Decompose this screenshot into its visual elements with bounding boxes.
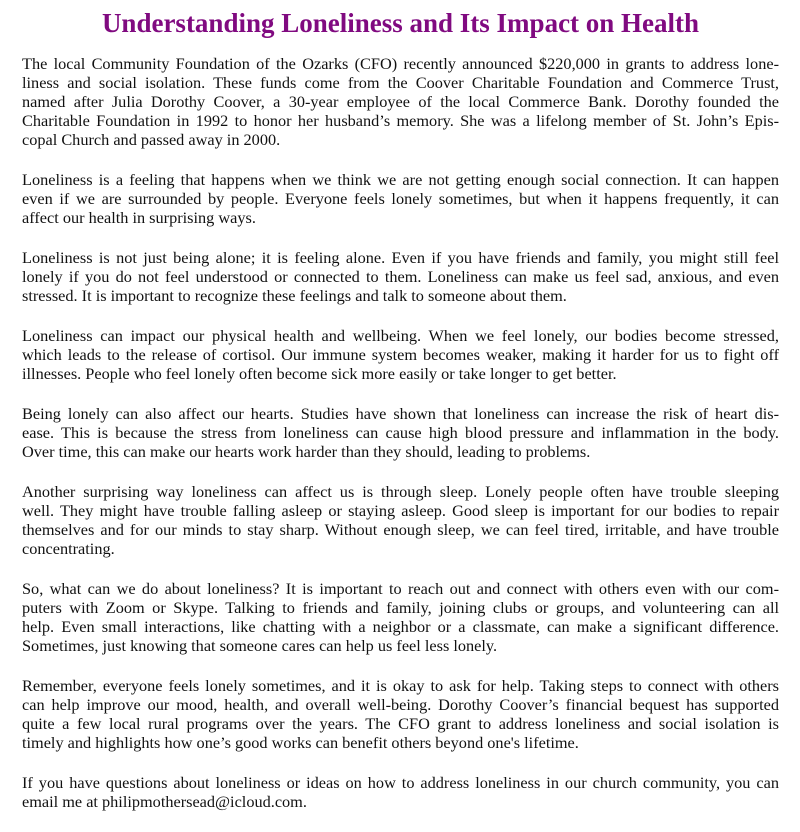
text-line: Over time, this can make our hearts work harder than they should, leading to problems. xyxy=(22,442,591,461)
text-line: named after Julia Dorothy Coover, a 30-year employee of the local Commerce Bank. Dorothy founded the xyxy=(22,92,779,111)
text-line-email xyxy=(22,792,779,811)
text-line: Charitable Foundation in 1992 to honor her husband’s memory. She was a lifelong member of St. John’s Epis- xyxy=(22,111,779,130)
text-line: Being lonely can also affect our hearts. Studies have shown that loneliness can increase the risk of heart dis- xyxy=(22,404,779,423)
paragraph-loneliness-definition xyxy=(22,170,779,227)
email-suffix: . xyxy=(302,792,307,811)
paragraph-heart-health xyxy=(22,404,779,461)
text-line: Loneliness can impact our physical health and wellbeing. When we feel lonely, our bodies become stressed, xyxy=(22,326,779,345)
text-line: Loneliness is a feeling that happens when we think we are not getting enough social connection. It can happen xyxy=(22,170,779,189)
text-line: lonely if you do not feel understood or connected to them. Loneliness can make us feel sad, anxious, and even xyxy=(22,267,779,286)
text-line: copal Church and passed away in 2000. xyxy=(22,130,281,149)
text-line: themselves and for our minds to stay sharp. Without enough sleep, we can feel tired, irritable, and have trouble xyxy=(22,520,779,539)
text-line: concentrating. xyxy=(22,539,115,558)
paragraph-feeling-alone xyxy=(22,248,779,305)
text-line: well. They might have trouble falling asleep or staying asleep. Good sleep is important for our bodies to repair xyxy=(22,501,779,520)
article-title: Understanding Loneliness and Its Impact on Health xyxy=(101,8,700,38)
text-line: The local Community Foundation of the Ozarks (CFO) recently announced $220,000 in grants to address lone- xyxy=(22,54,779,73)
paragraph-remember xyxy=(22,676,779,752)
text-line: help. Even small interactions, like chatting with a neighbor or a classmate, can make a significant difference. xyxy=(22,617,779,636)
text-line: quite a few local rural programs over the years. The CFO grant to address loneliness and social isolation is xyxy=(22,714,779,733)
text-line: timely and highlights how one’s good works can benefit others beyond one's lifetime. xyxy=(22,733,579,752)
text-line: liness and social isolation. These funds come from the Coover Charitable Foundation and Commerce Trust, xyxy=(22,73,779,92)
text-line: stressed. It is important to recognize these feelings and talk to someone about them. xyxy=(22,286,567,305)
text-line: even if we are surrounded by people. Everyone feels lonely sometimes, but when it happens frequently, it can xyxy=(22,189,779,208)
email-prefix: email me at xyxy=(22,792,103,811)
text-line: affect our health in surprising ways. xyxy=(22,208,256,227)
text-line: can help improve our mood, health, and overall well-being. Dorothy Coover’s financial bequest has supported xyxy=(22,695,779,714)
text-line: which leads to the release of cortisol. Our immune system becomes weaker, making it harder for us to fight off xyxy=(22,345,779,364)
paragraph-what-to-do xyxy=(22,579,779,655)
paragraph-sleep xyxy=(22,482,779,558)
paragraph-physical-health xyxy=(22,326,779,383)
email-link[interactable]: philipmothersead@icloud.com xyxy=(102,792,303,811)
text-line: illnesses. People who feel lonely often become sick more easily or take longer to get better. xyxy=(22,364,617,383)
text-line: puters with Zoom or Skype. Talking to friends and family, joining clubs or groups, and volunteering can all xyxy=(22,598,779,617)
text-line: Loneliness is not just being alone; it is feeling alone. Even if you have friends and family, you might still feel xyxy=(22,248,779,267)
text-line: Another surprising way loneliness can affect us is through sleep. Lonely people often have trouble sleeping xyxy=(22,482,779,501)
paragraph-cfo-grant xyxy=(22,54,779,149)
text-line: ease. This is because the stress from loneliness can cause high blood pressure and inflammation in the body. xyxy=(22,423,779,442)
text-line: Sometimes, just knowing that someone cares can help us feel less lonely. xyxy=(22,636,498,655)
text-line: So, what can we do about loneliness? It is important to reach out and connect with others even with our com- xyxy=(22,579,779,598)
article xyxy=(22,0,779,832)
text-line: If you have questions about loneliness or ideas on how to address loneliness in our church community, you can xyxy=(22,773,779,792)
text-line: Remember, everyone feels lonely sometimes, and it is okay to ask for help. Taking steps to connect with others xyxy=(22,676,779,695)
paragraph-contact xyxy=(22,773,779,811)
